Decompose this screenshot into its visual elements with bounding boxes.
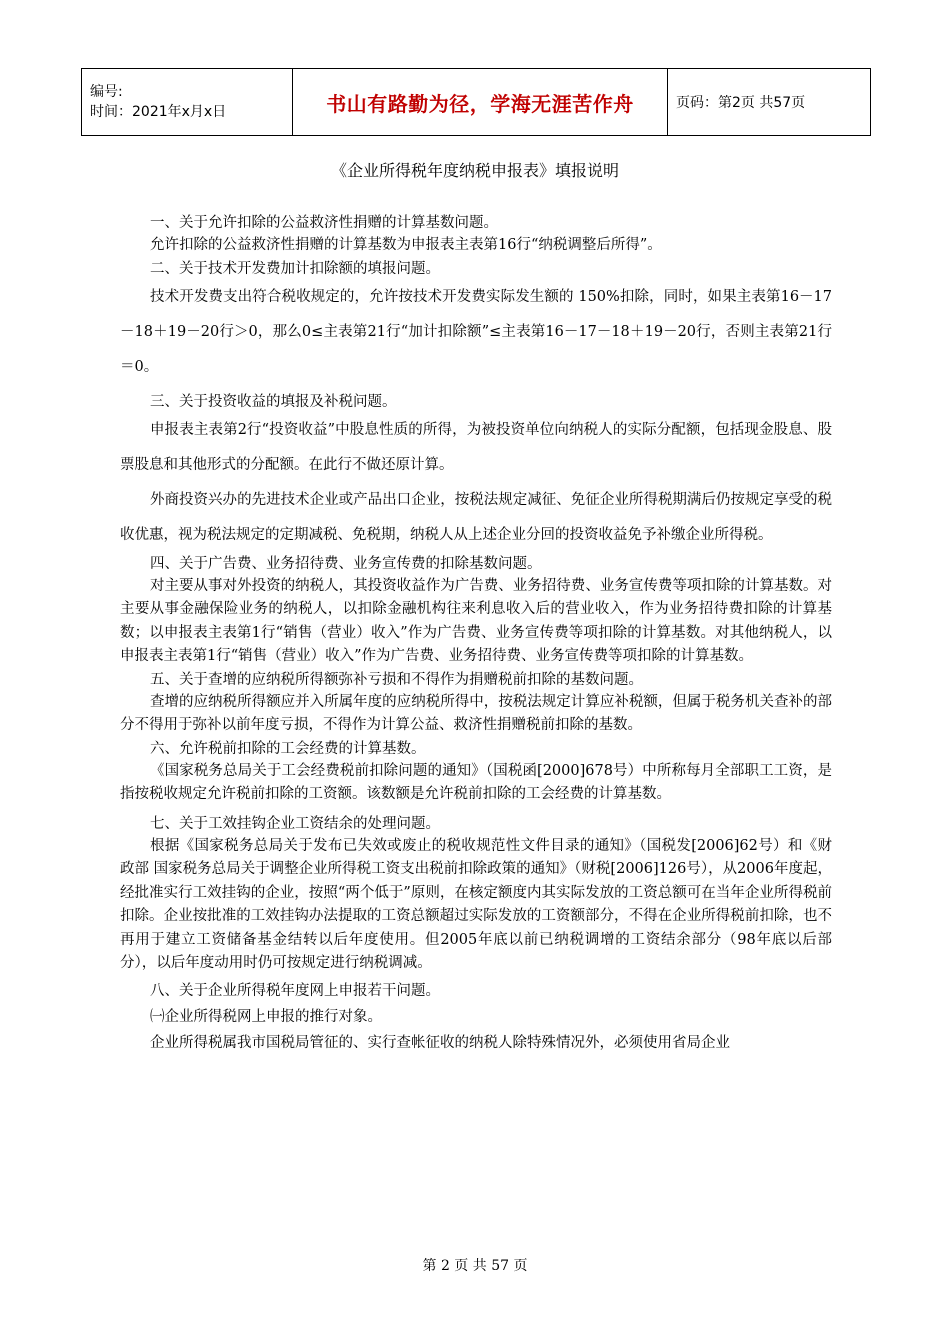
paragraph: 对主要从事对外投资的纳税人，其投资收益作为广告费、业务招待费、业务宣传费等项扣除的计算基数。对主要从事金融保险业务的纳税人，以扣除金融机构往来利息收入后的营业收入，作为业务招待费扣除的计算基数；以申报表主表第1行“销售（营业）收入”作为广告费、业务宣传费等项扣除的计算基数。对其他纳税人，以申报表主表第1行“销售（营业）收入”作为广告费、业务招待费、业务宣传费等项扣除的计算基数。 (120, 577, 832, 664)
section-heading: 一、关于允许扣除的公益救济性捐赠的计算基数问题。 (150, 215, 498, 231)
paragraph: 《国家税务总局关于工会经费税前扣除问题的通知》（国税函[2000]678号）中所称每月全部职工工资，是指按税收规定允许税前扣除的工资额。该数额是允许税前扣除的工会经费的计算基数。 (120, 762, 832, 802)
section-heading: 八、关于企业所得税年度网上申报若干问题。 (150, 982, 440, 999)
document-date: 时间：2021年x月x日 (90, 104, 227, 120)
section-heading: 五、关于查增的应纳税所得额弥补亏损和不得作为捐赠税前扣除的基数问题。 (150, 671, 643, 688)
paragraph: 查增的应纳税所得额应并入所属年度的应纳税所得中，按税法规定计算应补税额，但属于税务机关查补的部分不得用于弥补以前年度亏损，不得作为计算公益、救济性捐赠税前扣除的基数。 (120, 693, 832, 733)
page-header (81, 68, 871, 136)
section-heading: 二、关于技术开发费加计扣除额的填报问题。 (150, 260, 440, 277)
section-heading: 七、关于工效挂钩企业工资结余的处理问题。 (150, 815, 440, 832)
paragraph: 允许扣除的公益救济性捐赠的计算基数为申报表主表第16行“纳税调整后所得”。 (150, 237, 662, 253)
paragraph: 申报表主表第2行“投资收益”中股息性质的所得，为被投资单位向纳税人的实际分配额，包括现金股息、股票股息和其他形式的分配额。在此行不做还原计算。 (120, 421, 832, 473)
section-heading: 四、关于广告费、业务招待费、业务宣传费的扣除基数问题。 (150, 555, 542, 572)
paragraph: 企业所得税属我市国税局管征的、实行查帐征收的纳税人除特殊情况外，必须使用省局企业 (150, 1034, 730, 1051)
document-body (120, 212, 832, 1055)
header-page-number: 页码：第2页 共57页 (668, 69, 871, 136)
section-heading: 六、允许税前扣除的工会经费的计算基数。 (150, 740, 426, 757)
document-title: 《企业所得税年度纳税申报表》填报说明 (330, 161, 619, 180)
page-footer: 第 2 页 共 57 页 (422, 1258, 528, 1274)
paragraph: 外商投资兴办的先进技术企业或产品出口企业，按税法规定减征、免征企业所得税期满后仍按规定享受的税收优惠，视为税法规定的定期减税、免税期，纳税人从上述企业分回的投资收益免予补缴企业所得税。 (120, 491, 832, 543)
document-number: 编号: (90, 84, 123, 100)
paragraph: 技术开发费支出符合税收规定的，允许按技术开发费实际发生额的 150%扣除，同时，如果主表第16－17－18＋19－20行＞0，那么0≤主表第21行“加计扣除额”≤主表第16－17－18＋19－20行，否则主表第21行＝0。 (120, 288, 832, 375)
header-motto: 书山有路勤为径，学海无涯苦作舟 (293, 69, 668, 136)
subsection-heading: ㈠企业所得税网上申报的推行对象。 (150, 1008, 382, 1025)
paragraph: 根据《国家税务总局关于发布已失效或废止的税收规范性文件目录的通知》（国税发[2006]62号）和《财政部 国家税务总局关于调整企业所得税工资支出税前扣除政策的通知》（财税[2006]126号），从2006年度起，经批准实行工效挂钩的企业，按照“两个低于”原则，在核定额度内其实际发放的工资总额可在当年企业所得税前扣除。企业按批准的工效挂钩办法提取的工资总额超过实际发放的工资额部分，不得在企业所得税前扣除，也不再用于建立工资储备基金结转以后年度使用。但2005年底以前已纳税调增的工资结余部分（98年底以后部分），以后年度动用时仍可按规定进行纳税调减。 (120, 837, 832, 971)
section-heading: 三、关于投资收益的填报及补税问题。 (150, 393, 397, 410)
header-meta (82, 69, 293, 136)
